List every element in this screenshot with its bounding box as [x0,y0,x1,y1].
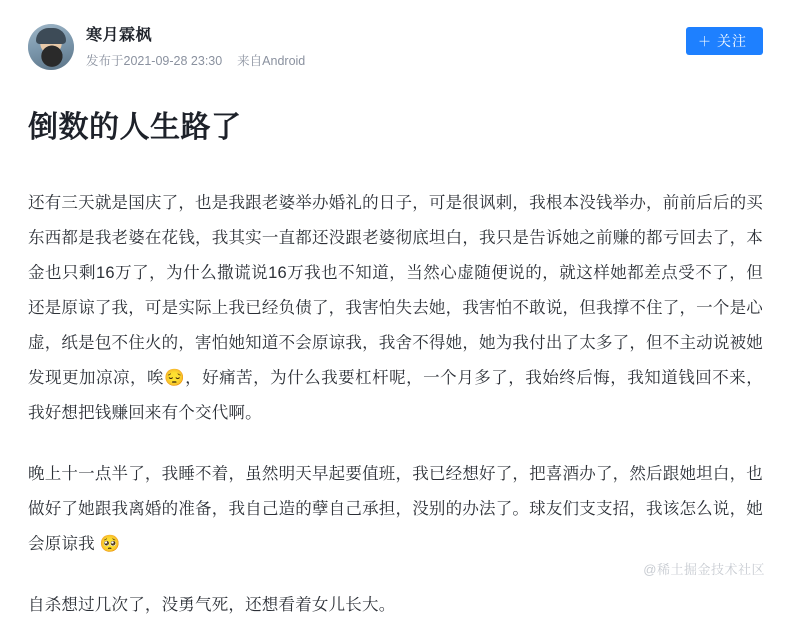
author-name[interactable]: 寒月霖枫 [86,27,153,44]
follow-button-label: 关注 [717,33,747,49]
avatar-hat-shape [36,28,66,44]
post-body [28,186,763,623]
post-source: 来自Android [237,54,306,68]
plus-icon: ＋ [697,33,712,49]
publish-time: 发布于2021-09-28 23:30 [86,54,223,68]
avatar[interactable] [28,24,74,70]
watermark: @稀土掘金技术社区 [643,562,765,577]
page-title: 倒数的人生路了 [28,111,242,144]
post-paragraph: 晚上十一点半了，我睡不着，虽然明天早起要值班，我已经想好了，把喜酒办了，然后跟她坦白，也做好了她跟我离婚的准备，我自己造的孽自己承担，没别的办法了。球友们支支招，我该怎么说，她会原谅我 🥺 [28,465,763,553]
post-paragraph: 自杀想过几次了，没勇气死，还想看着女儿长大。 [28,596,396,614]
author-bar [28,20,763,74]
author-info [86,25,305,69]
post-paragraph: 还有三天就是国庆了，也是我跟老婆举办婚礼的日子，可是很讽刺，我根本没钱举办，前前后后的买东西都是我老婆在花钱，我其实一直都还没跟老婆彻底坦白，我只是告诉她之前赚的都亏回去了，本金也只剩16万了，为什么撒谎说16万我也不知道，当然心虚随便说的，就这样她都差点受不了，但还是原谅了我，可是实际上我已经负债了，我害怕失去她，我害怕不敢说，但我撑不住了，一个是心虚，纸是包不住火的，害怕她知道不会原谅我，我舍不得她，她为我付出了太多了，但不主动说被她发现更加凉凉，唉😔，好痛苦，为什么我要杠杆呢，一个月多了，我始终后悔，我知道钱回不来，我好想把钱赚回来有个交代啊。 [28,194,763,422]
post-meta [86,53,305,69]
follow-button[interactable] [686,27,763,55]
